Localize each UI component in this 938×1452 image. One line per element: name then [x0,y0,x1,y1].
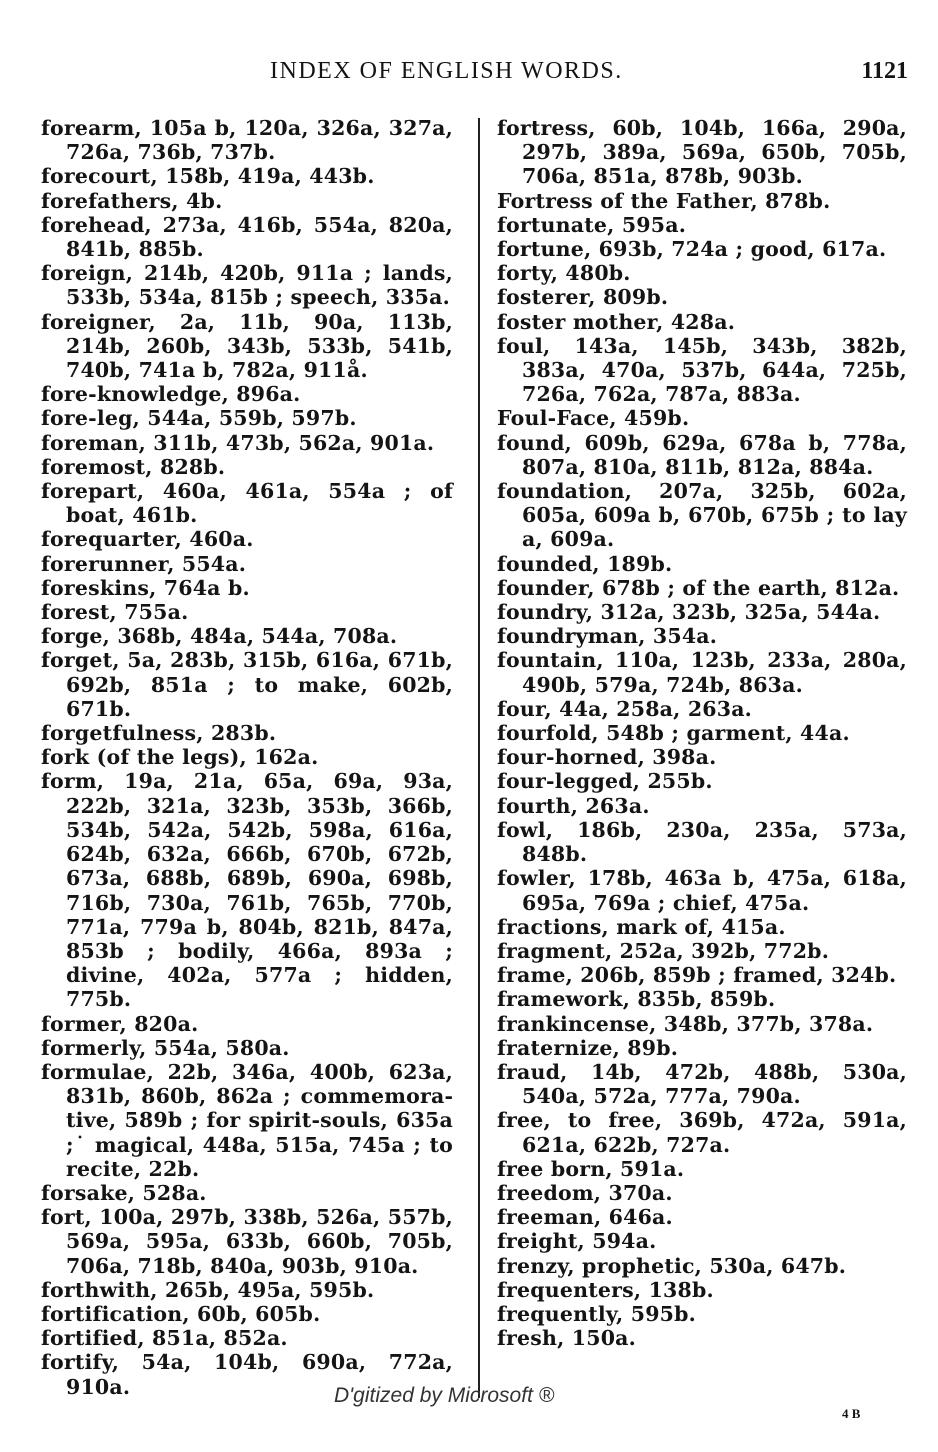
index-entry: former, 820a. [41,1011,199,1036]
index-entry: forehead, 273a, 416b, 554a, 820a, 841b, 885b. [41,212,453,262]
index-entry: fork (of the legs), 162a. [41,745,319,770]
index-entry: forthwith, 265b, 495a, 595b. [41,1277,375,1302]
index-entry: formerly, 554a, 580a. [41,1035,290,1060]
index-entry: fore-knowledge, 896a. [41,382,301,407]
index-entry: fraud, 14b, 472b, 488b, 530a, 540a, 572a, 777a, 790a. [497,1059,907,1109]
index-entry: four-horned, 398a. [497,745,717,770]
index-entry: fourfold, 548b ; garment, 44a. [497,721,850,746]
page-title: INDEX OF ENGLISH WORDS. [270,58,623,84]
index-entry: foul, 143a, 145b, 343b, 382b, 383a, 470a, 537b, 644a, 725b, 726a, 762a, 787a, 883a. [497,333,907,407]
index-entry: four-legged, 255b. [497,769,713,794]
signature-mark: 4 B [842,1406,861,1421]
digitized-watermark: D'gitized by Microsoft ® [334,1384,555,1407]
index-entry: frequenters, 138b. [497,1277,714,1302]
index-entry: frankincense, 348b, 377b, 378a. [497,1011,874,1036]
index-entry: fountain, 110a, 123b, 233a, 280a, 490b, 579a, 724b, 863a. [497,648,907,697]
index-entry: fractions, mark of, 415a. [497,914,786,939]
index-entry: forefathers, 4b. [41,188,223,213]
index-entry: foundry, 312a, 323b, 325a, 544a. [497,600,881,625]
index-entry: foreman, 311b, 473b, 562a, 901a. [41,430,435,455]
index-entry: forequarter, 460a. [41,527,254,552]
index-entry: fresh, 150a. [497,1326,636,1351]
index-entry: forty, 480b. [497,261,631,286]
page-header [0,58,938,92]
index-entry: fortified, 851a, 852a. [41,1326,288,1351]
index-entry: Foul-Face, 459b. [497,406,690,431]
index-entry: forgetfulness, 283b. [41,721,277,746]
index-entry: free born, 591a. [497,1156,685,1181]
index-entry: freeman, 646a. [497,1205,673,1230]
index-entry: freedom, 370a. [497,1180,673,1205]
index-entry: founded, 189b. [497,551,673,576]
index-entry: foreskins, 764a b. [41,575,250,600]
index-entry: forsake, 528a. [41,1180,207,1205]
index-entry: frequently, 595b. [497,1301,696,1326]
index-entry: fraternize, 89b. [497,1035,679,1060]
index-entry: fortress, 60b, 104b, 166a, 290a, 297b, 389a, 569a, 650b, 705b, 706a, 851a, 878b, 903b. [497,116,907,189]
index-entry: forget, 5a, 283b, 315b, 616a, 671b, 692b, 851a ; to make, 602b, 671b. [41,648,453,721]
index-entry: found, 609b, 629a, 678a b, 778a, 807a, 810a, 811b, 812a, 884a. [497,430,907,479]
index-entry: fourth, 263a. [497,793,650,818]
index-entry: foreigner, 2a, 11b, 90a, 113b, 214b, 260b, 343b, 533b, 541b, 740b, 741a b, 782a, 911å. [41,309,453,383]
right-column [497,116,907,1350]
index-entry: fortification, 60b, 605b. [41,1301,321,1326]
index-entry: fortune, 693b, 724a ; good, 617a. [497,237,887,262]
index-entry: forepart, 460a, 461a, 554a ; of boat, 461b. [41,479,453,528]
index-entry: free, to free, 369b, 472a, 591a, 621a, 622b, 727a. [497,1108,907,1157]
index-entry: fowl, 186b, 230a, 235a, 573a, 848b. [497,817,907,867]
index-entry: freight, 594a. [497,1229,657,1254]
index-entry: fort, 100a, 297b, 338b, 526a, 557b, 569a, 595a, 633b, 660b, 705b, 706a, 718b, 840a, 903b, 910a. [41,1205,453,1278]
index-entry: foundryman, 354a. [497,624,718,649]
index-entry: fortunate, 595a. [497,212,687,237]
index-entry: frenzy, prophetic, 530a, 647b. [497,1253,847,1278]
index-entry: foundation, 207a, 325b, 602a, 605a, 609a b, 670b, 675b ; to lay a, 609a. [497,479,907,552]
index-entry: forecourt, 158b, 419a, 443b. [41,164,375,189]
index-entry: forest, 755a. [41,600,189,625]
index-entry: fosterer, 809b. [497,285,669,310]
index-entry: founder, 678b ; of the earth, 812a. [497,575,900,600]
index-entry: frame, 206b, 859b ; framed, 324b. [497,963,897,988]
index-entry: fowler, 178b, 463a b, 475a, 618a, 695a, 769a ; chief, 475a. [497,866,907,915]
left-column [41,116,453,1399]
index-entry: formulae, 22b, 346a, 400b, 623a, 831b, 860b, 862a ; commemorative, 589b ; for spirit-souls, 635a ;˙ magical, 448a, 515a, 745a ; to recite, 22b. [41,1059,453,1181]
column-divider [478,118,480,1398]
index-entry: Fortress of the Father, 878b. [497,188,831,213]
index-entry: foremost, 828b. [41,454,226,479]
index-entry: forerunner, 554a. [41,551,247,576]
page-number: 1121 [861,58,908,84]
index-entry: forearm, 105a b, 120a, 326a, 327a, 726a, 736b, 737b. [41,116,453,165]
index-entry: foreign, 214b, 420b, 911a ; lands, 533b, 534a, 815b ; speech, 335a. [41,261,453,310]
index-entry: form, 19a, 21a, 65a, 69a, 93a, 222b, 321a, 323b, 353b, 366b, 534b, 542a, 542b, 598a, 616a, 624b, 632a, 666b, 670b, 672b, 673a, 688b, 689b, 690a, 698b, 716b, 730a, 761b, 765b, 770b, 771a, 779a b, 804b, 821b, 847a, 853b ; bodily, 466a, 893a ; divine, 402a, 577a ; hidden, 775b. [41,769,453,1012]
index-entry: forge, 368b, 484a, 544a, 708a. [41,624,398,649]
index-entry: fore-leg, 544a, 559b, 597b. [41,406,357,431]
index-entry: foster mother, 428a. [497,309,736,334]
index-entry: fragment, 252a, 392b, 772b. [497,938,830,963]
index-entry: fortify, 54a, 104b, 690a, 772a, 910a. [41,1350,453,1399]
index-entry: framework, 835b, 859b. [497,987,776,1012]
index-entry: four, 44a, 258a, 263a. [497,696,753,721]
